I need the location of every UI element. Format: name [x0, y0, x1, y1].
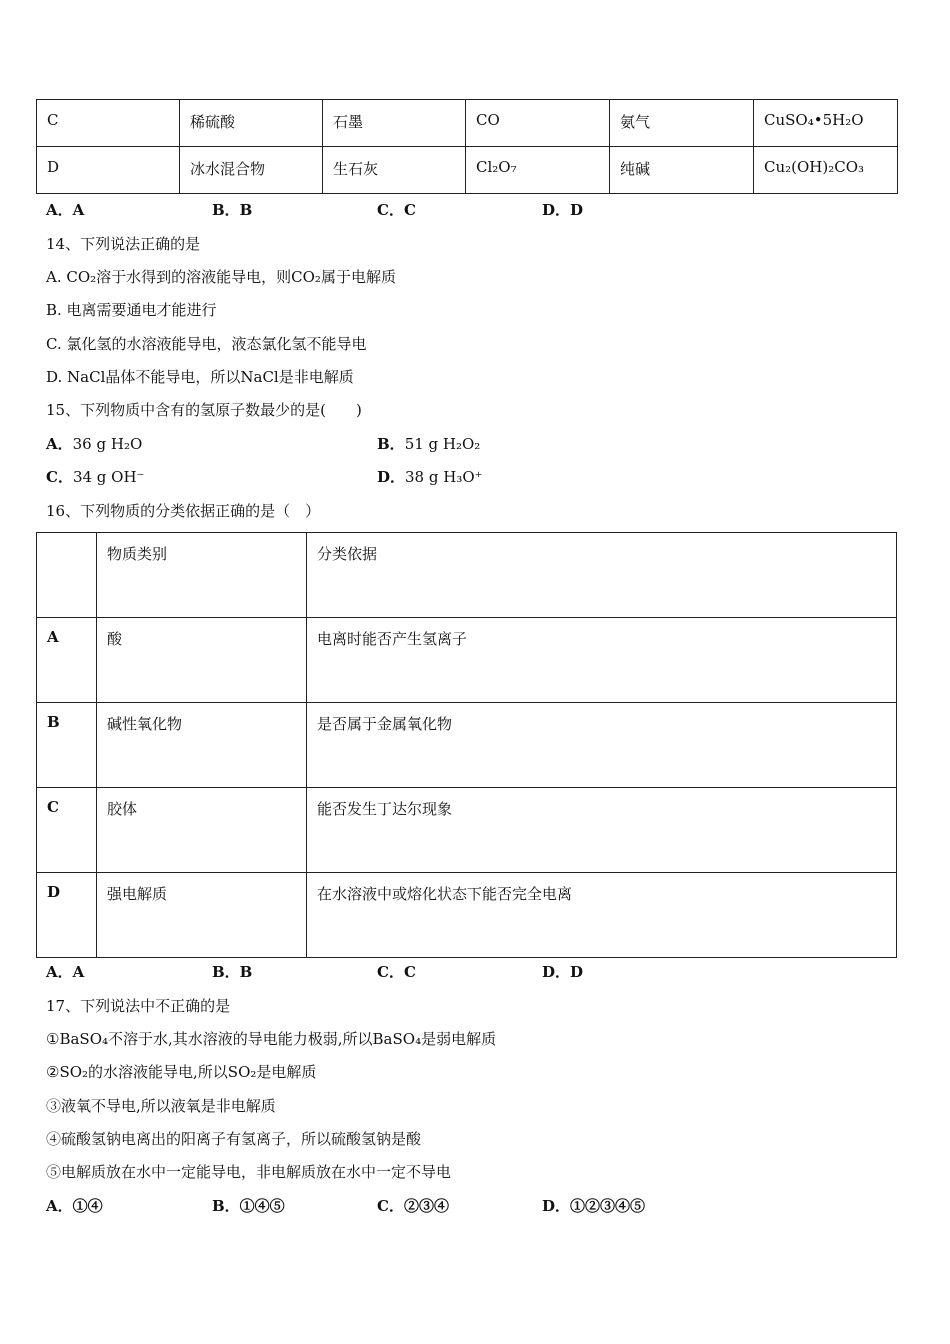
q13-option-b: B．B [212, 201, 253, 219]
table-cell: CuSO₄•5H₂O [754, 100, 898, 147]
q15-option-a: A．36 g H₂O [46, 435, 143, 453]
table-cell: C [37, 100, 180, 147]
table-row [37, 618, 897, 703]
table-row [37, 703, 897, 788]
table-cell: 冰水混合物 [180, 147, 323, 194]
table-cell: CO [466, 100, 610, 147]
table-cell: 纯碱 [610, 147, 754, 194]
table-cell: 碱性氧化物 [97, 703, 307, 788]
table-row [37, 147, 898, 194]
table-cell: B [37, 703, 97, 788]
table-cell: 氨气 [610, 100, 754, 147]
q14-stem: 14、下列说法正确的是 [46, 235, 201, 253]
classification-table-top [36, 99, 898, 194]
table-cell: Cu₂(OH)₂CO₃ [754, 147, 898, 194]
q17-option-a: A．①④ [46, 1197, 103, 1215]
table-cell: 稀硫酸 [180, 100, 323, 147]
q13-option-c: C．C [377, 201, 416, 219]
table-header-cell: 物质类别 [97, 533, 307, 618]
table-cell: D [37, 873, 97, 958]
q14-option-b: B. 电离需要通电才能进行 [46, 301, 217, 319]
q17-stem: 17、下列说法中不正确的是 [46, 997, 231, 1015]
q14-option-d: D. NaCl晶体不能导电，所以NaCl是非电解质 [46, 368, 354, 386]
table-cell: 电离时能否产生氢离子 [307, 618, 897, 703]
table-cell: 能否发生丁达尔现象 [307, 788, 897, 873]
q17-statement-4: ④硫酸氢钠电离出的阳离子有氢离子，所以硫酸氢钠是酸 [46, 1130, 422, 1148]
q16-stem: 16、下列物质的分类依据正确的是（ ） [46, 502, 321, 520]
table-cell: D [37, 147, 180, 194]
q13-option-a: A．A [46, 201, 85, 219]
q15-option-b: B．51 g H₂O₂ [377, 435, 481, 453]
table-cell: 在水溶液中或熔化状态下能否完全电离 [307, 873, 897, 958]
q15-option-c: C．34 g OH⁻ [46, 468, 145, 486]
table-cell: 胶体 [97, 788, 307, 873]
q15-option-d: D．38 g H₃O⁺ [377, 468, 483, 486]
table-header-row [37, 533, 897, 618]
q16-option-c: C．C [377, 963, 416, 981]
q17-statement-2: ②SO₂的水溶液能导电,所以SO₂是电解质 [46, 1063, 317, 1081]
q17-statement-3: ③液氧不导电,所以液氧是非电解质 [46, 1097, 276, 1115]
table-cell: C [37, 788, 97, 873]
q15-stem: 15、下列物质中含有的氢原子数最少的是( ) [46, 401, 362, 419]
q14-option-a: A. CO₂溶于水得到的溶液能导电，则CO₂属于电解质 [46, 268, 396, 286]
table-cell: Cl₂O₇ [466, 147, 610, 194]
q16-option-b: B．B [212, 963, 253, 981]
table-header-cell: 分类依据 [307, 533, 897, 618]
q14-option-c: C. 氯化氢的水溶液能导电，液态氯化氢不能导电 [46, 335, 367, 353]
table-cell: A [37, 618, 97, 703]
table-cell: 强电解质 [97, 873, 307, 958]
classification-basis-table [36, 532, 897, 958]
table-cell: 酸 [97, 618, 307, 703]
q17-statement-5: ⑤电解质放在水中一定能导电，非电解质放在水中一定不导电 [46, 1163, 452, 1181]
q17-statement-1: ①BaSO₄不溶于水,其水溶液的导电能力极弱,所以BaSO₄是弱电解质 [46, 1030, 497, 1048]
q16-option-a: A．A [46, 963, 85, 981]
table-row [37, 873, 897, 958]
table-cell: 是否属于金属氧化物 [307, 703, 897, 788]
q17-option-b: B．①④⑤ [212, 1197, 285, 1215]
q13-option-d: D．D [542, 201, 584, 219]
q17-option-c: C．②③④ [377, 1197, 449, 1215]
q17-option-d: D．①②③④⑤ [542, 1197, 646, 1215]
table-cell: 石墨 [323, 100, 466, 147]
table-row [37, 788, 897, 873]
q16-option-d: D．D [542, 963, 584, 981]
table-cell: 生石灰 [323, 147, 466, 194]
table-header-cell [37, 533, 97, 618]
table-row [37, 100, 898, 147]
